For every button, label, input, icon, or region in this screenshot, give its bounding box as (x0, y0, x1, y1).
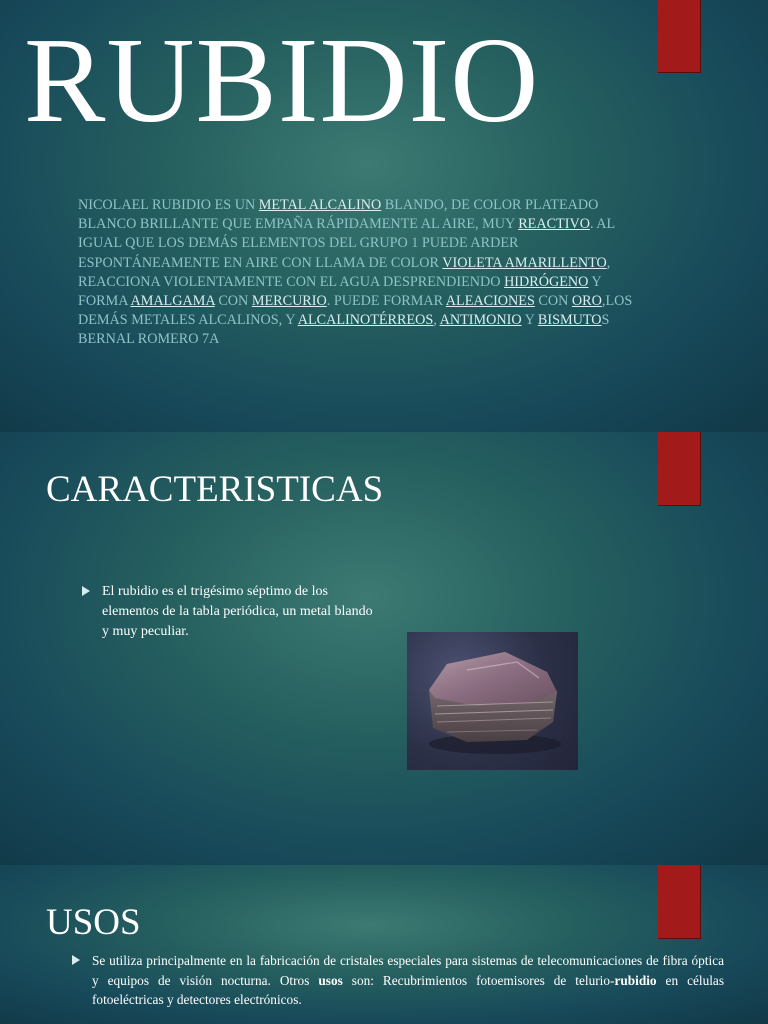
link-reactivo[interactable]: REACTIVO (518, 216, 590, 233)
text-span: Se utiliza principalmente en la fabricación de cristales especiales para sistemas de telecomunicaciones de fibra óptica y equipos de visión nocturna. Otros (92, 953, 724, 988)
red-accent-bar (658, 0, 701, 73)
section-title: CARACTERISTICAS (46, 469, 384, 510)
text-span: Y FORMA (78, 273, 602, 310)
text-span: ,LOS DEMÁS (78, 293, 633, 329)
text-span: , Y (278, 312, 298, 329)
bullet-text: El rubidio es el trigésimo séptimo de los elementos de la tabla periódica, un metal blando y muy peculiar. (102, 584, 373, 639)
link-amalgama[interactable]: AMALGAMA (130, 293, 215, 310)
triangle-bullet-icon (72, 955, 80, 965)
slide-caracteristicas (0, 432, 768, 865)
link-bismuto[interactable]: BISMUTO (537, 312, 602, 329)
text-span: . AL IGUAL QUE LOS DEMÁS ELEMENTOS DEL GRUPO 1 PUEDE ARDER ESPONTÁNEAMENTE EN AIRE CON LLAMA DE COLOR (78, 216, 615, 271)
text-span: CON (534, 293, 572, 310)
text-span: Y (521, 312, 538, 329)
rubidium-mineral-image (407, 632, 578, 770)
text-span: METALES ALCALINOS (131, 312, 279, 329)
text-span: S BERNAL ROMERO 7A (78, 312, 610, 348)
bold-text: usos (318, 972, 343, 988)
link-alcalinoterreos[interactable]: ALCALINOTÉRREOS (297, 312, 434, 329)
section-title: USOS (46, 902, 141, 943)
link-antimonio[interactable]: ANTIMONIO (439, 312, 522, 329)
text-span: en células fotoeléctricas y detectores electrónicos. (92, 972, 724, 1007)
page-title: RUBIDIO (24, 13, 540, 148)
slide-rubidio (0, 0, 768, 432)
slide-usos (0, 865, 768, 1024)
link-metal-alcalino[interactable]: METAL ALCALINO (258, 197, 382, 213)
text-span: , REACCIONA VIOLENTAMENTE CON EL AGUA DESPRENDIENDO (78, 254, 611, 290)
link-oro[interactable]: ORO (571, 293, 602, 310)
text-span: , (433, 312, 440, 329)
description-paragraph (78, 196, 633, 350)
text-span: son: Recubrimientos fotoemisores de telurio- (342, 972, 615, 988)
text-span: . PUEDE FORMAR (326, 293, 446, 310)
link-hidrogeno[interactable]: HIDRÓGENO (504, 273, 589, 290)
bullet-item (82, 582, 382, 642)
link-mercurio[interactable]: MERCURIO (251, 293, 327, 310)
bullet-text (92, 951, 724, 1010)
text-span: NICOLAEL RUBIDIO ES UN (78, 197, 259, 213)
red-accent-bar (658, 432, 701, 506)
text-span: BLANDO, DE COLOR PLATEADO BLANCO BRILLANTE QUE EMPAÑA RÁPIDAMENTE AL AIRE, MUY (78, 197, 599, 233)
bold-text: rubidio (614, 972, 657, 988)
triangle-bullet-icon (82, 586, 90, 596)
link-violeta-amarillento[interactable]: VIOLETA AMARILLENTO (442, 254, 607, 271)
link-aleaciones[interactable]: ALEACIONES (445, 293, 535, 310)
bullet-item (72, 951, 724, 1010)
mineral-photo (407, 632, 578, 770)
red-accent-bar (658, 865, 701, 939)
text-span: CON (214, 293, 252, 310)
